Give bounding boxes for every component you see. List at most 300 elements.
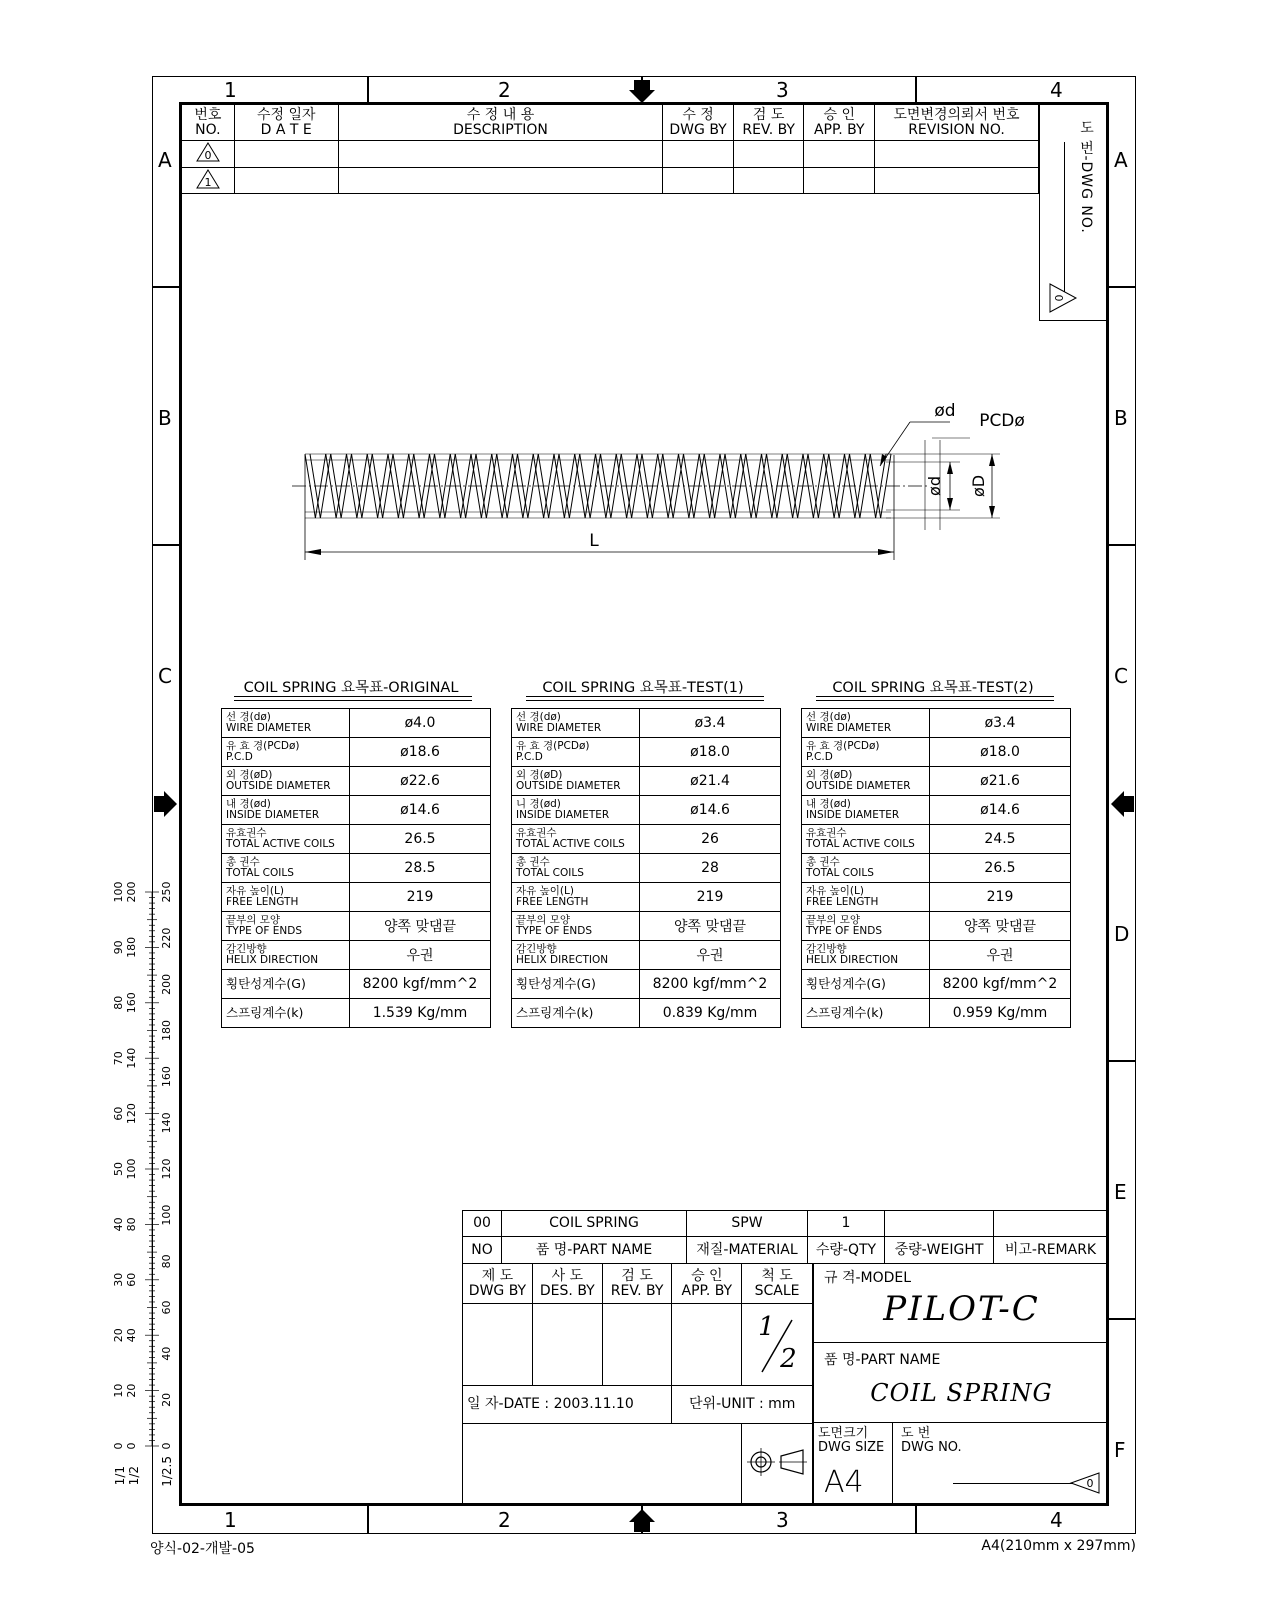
spec-label-en: P.C.D <box>806 751 833 763</box>
spec-row <box>802 912 1071 941</box>
date-field: 일 자-DATE : 2003.11.10 <box>463 1386 672 1424</box>
spec-label <box>222 970 350 999</box>
revision-triangle-icon <box>195 168 221 190</box>
spec-label-ko: 내 경(ød) <box>806 797 851 810</box>
spec-label <box>222 825 350 854</box>
ruler-label: 200 <box>160 973 173 995</box>
spec-label <box>802 709 930 738</box>
spec-label-en: FREE LENGTH <box>806 896 879 908</box>
spec-label <box>222 883 350 912</box>
title-underline <box>526 696 764 701</box>
spec-label-ko: 끝부의 모양 <box>806 913 861 926</box>
remark-value <box>994 1211 1108 1237</box>
spec-label-ko: 자유 높이(L) <box>226 884 284 897</box>
des-by-label: DES. BY <box>539 1282 595 1299</box>
spec-label <box>222 767 350 796</box>
rev-header-date-ko: 수정 일자 <box>256 106 316 123</box>
spec-label-ko: 끝부의 모양 <box>516 913 571 926</box>
zone-divider <box>1109 286 1136 288</box>
spec-label <box>802 883 930 912</box>
rev-header-no: NO. <box>195 121 221 138</box>
spec-row <box>222 941 491 970</box>
revision-table <box>181 104 1039 194</box>
spec-label-en: TYPE OF ENDS <box>806 925 883 937</box>
dwg-by-ko: 제 도 <box>481 1267 514 1284</box>
dwg-no-label: DWG NO. <box>901 1440 962 1456</box>
spec-value: 우권 <box>350 941 491 970</box>
spec-value: 0.959 Kg/mm <box>930 999 1071 1028</box>
rev-header-date: D A T E <box>260 121 312 138</box>
spec-label-ko: 자유 높이(L) <box>516 884 574 897</box>
zone-letter-right: B <box>1114 406 1128 430</box>
header-remark: 비고-REMARK <box>994 1237 1108 1264</box>
arrowhead <box>305 549 321 555</box>
spec-label <box>512 999 640 1028</box>
spec-label <box>802 999 930 1028</box>
approval-table <box>462 1263 813 1504</box>
part-name-box <box>813 1343 1108 1423</box>
spec-label-ko: 외 경(øD) <box>806 768 853 781</box>
ruler-label: 160 <box>160 1066 173 1088</box>
spec-value: ø18.0 <box>640 738 781 767</box>
spec-table-title-test1: COIL SPRING 요목표-TEST(1) <box>542 680 744 696</box>
model-label: 규 격-MODEL <box>824 1270 912 1286</box>
spec-row <box>512 709 781 738</box>
ruler-label: 180 <box>160 1020 173 1041</box>
model-value: PILOT-C <box>883 1289 1040 1329</box>
spec-label-en: FREE LENGTH <box>226 896 299 908</box>
spec-label <box>222 912 350 941</box>
paper-size: A4(210mm x 297mm) <box>981 1538 1136 1554</box>
spec-label <box>222 709 350 738</box>
spec-row <box>222 970 491 999</box>
zone-divider <box>1109 544 1136 546</box>
spec-table-title-original: COIL SPRING 요목표-ORIGINAL <box>243 680 459 696</box>
scale-ko: 척 도 <box>761 1267 793 1284</box>
ruler-label: 10 <box>112 1383 125 1398</box>
ruler-label: 100 <box>112 881 125 903</box>
ruler-label: 250 <box>160 881 173 903</box>
spec-label <box>802 854 930 883</box>
material-value: SPW <box>687 1211 808 1237</box>
zone-letter-right: C <box>1114 664 1128 688</box>
spec-label-en: WIRE DIAMETER <box>516 722 602 734</box>
spec-label-en: OUTSIDE DIAMETER <box>516 780 621 792</box>
ruler-label: 160 <box>125 992 138 1014</box>
spec-label-en: TYPE OF ENDS <box>516 925 593 937</box>
ruler-label: 40 <box>125 1328 138 1343</box>
spec-value: ø4.0 <box>350 709 491 738</box>
spec-value: ø14.6 <box>640 796 781 825</box>
arrowhead <box>947 462 953 474</box>
spec-table-test2 <box>801 708 1071 1028</box>
spec-value: 양쪽 맞댐끝 <box>640 912 781 941</box>
part-name-label: 품 명-PART NAME <box>824 1352 941 1368</box>
dwg-no-mark: 0 <box>1086 1477 1094 1490</box>
spec-label <box>512 912 640 941</box>
rev-header-revno: REVISION NO. <box>908 121 1005 138</box>
dwg-size-value: A4 <box>824 1465 864 1500</box>
spec-label-en: TOTAL ACTIVE COILS <box>806 838 915 850</box>
center-mark-right-icon <box>1110 790 1136 818</box>
spec-label-ko: 횡탄성계수(G) <box>516 976 596 992</box>
spec-row <box>802 999 1071 1028</box>
spec-row <box>512 912 781 941</box>
spec-label <box>512 767 640 796</box>
part-name-value: COIL SPRING <box>502 1211 687 1237</box>
spec-label-en: TOTAL COILS <box>806 867 874 879</box>
header-weight: 중량-WEIGHT <box>885 1237 994 1264</box>
ruler-label: 20 <box>112 1328 125 1343</box>
qty-value: 1 <box>808 1211 885 1237</box>
inner-diameter-label: ød <box>925 476 944 496</box>
spec-value: 28 <box>640 854 781 883</box>
spec-row <box>802 767 1071 796</box>
model-box <box>813 1263 1108 1343</box>
spec-value: 1.539 Kg/mm <box>350 999 491 1028</box>
rev-header-rev: REV. BY <box>742 121 795 138</box>
zone-number-top: 2 <box>498 78 511 102</box>
spec-label <box>222 854 350 883</box>
spec-label-ko: 내 경(ød) <box>226 797 271 810</box>
spec-value: 28.5 <box>350 854 491 883</box>
spec-value: 8200 kgf/mm^2 <box>350 970 491 999</box>
spec-label-ko: 총 권수 <box>226 855 260 868</box>
zone-divider <box>1109 1318 1136 1320</box>
spec-row <box>802 738 1071 767</box>
spec-value: 219 <box>350 883 491 912</box>
spec-value: ø14.6 <box>350 796 491 825</box>
ruler-label: 80 <box>112 995 125 1010</box>
rev-header-no-ko: 번호 <box>194 106 222 123</box>
ruler-label: 120 <box>125 1103 138 1125</box>
spec-row <box>802 825 1071 854</box>
spec-value: ø22.6 <box>350 767 491 796</box>
zone-divider <box>152 544 179 546</box>
revision-triangle-icon <box>195 141 221 163</box>
spec-value: ø18.0 <box>930 738 1071 767</box>
spec-label-en: HELIX DIRECTION <box>226 954 319 966</box>
spec-label-en: INSIDE DIAMETER <box>806 809 900 821</box>
spec-label-en: HELIX DIRECTION <box>806 954 899 966</box>
side-dwg-no-label: 도 번-DWG NO. <box>1078 120 1094 234</box>
spec-label-ko: 횡탄성계수(G) <box>806 976 886 992</box>
spec-table-original <box>221 708 491 1028</box>
scale-numerator: 1 <box>758 1312 775 1342</box>
ruler-label: 40 <box>112 1217 125 1232</box>
zone-number-bottom: 3 <box>776 1508 789 1532</box>
rev-header-rev-ko: 검 도 <box>752 106 785 123</box>
dwg-size-label: DWG SIZE <box>818 1440 885 1456</box>
spec-label-ko: 스프링계수(k) <box>226 1005 304 1021</box>
zone-letter-left: C <box>158 664 172 688</box>
ruler-label: 0 <box>125 1442 138 1450</box>
rev-by-label: REV. BY <box>610 1282 664 1299</box>
spec-label <box>512 941 640 970</box>
pcd-label: PCDø <box>979 411 1025 431</box>
spec-label <box>222 999 350 1028</box>
spec-label <box>222 796 350 825</box>
spec-label-ko: 끝부의 모양 <box>226 913 281 926</box>
spec-value: ø21.6 <box>930 767 1071 796</box>
spec-row <box>222 854 491 883</box>
spec-value: 219 <box>640 883 781 912</box>
spec-label-ko: 유효권수 <box>806 826 847 839</box>
spec-value: 24.5 <box>930 825 1071 854</box>
ruler-label: 60 <box>125 1272 138 1287</box>
dwg-size-ko: 도면크기 <box>818 1426 869 1441</box>
ruler-label: 0 <box>160 1442 173 1450</box>
spec-label-ko: 스프링계수(k) <box>806 1005 884 1021</box>
rev-header-app-ko: 승 인 <box>823 106 855 123</box>
ruler-label: 30 <box>112 1272 125 1287</box>
zone-number-bottom: 2 <box>498 1508 511 1532</box>
unit-field: 단위-UNIT : mm <box>672 1386 813 1424</box>
spec-row <box>802 883 1071 912</box>
spec-label-ko: 선 경(dø) <box>516 710 561 723</box>
revision-mark: 0 <box>204 149 212 162</box>
spec-row <box>222 709 491 738</box>
spec-row <box>222 912 491 941</box>
spec-label-ko: 자유 높이(L) <box>806 884 864 897</box>
ruler-label: 50 <box>112 1162 125 1176</box>
spec-label-ko: 감긴방향 <box>806 942 847 955</box>
app-by-label: APP. BY <box>681 1282 733 1299</box>
ruler-label: 140 <box>125 1047 138 1069</box>
spec-label-ko: 유 효 경(PCDø) <box>516 739 590 752</box>
zone-letter-right: E <box>1114 1180 1127 1204</box>
header-material: 재질-MATERIAL <box>687 1237 808 1264</box>
spec-value: 8200 kgf/mm^2 <box>640 970 781 999</box>
zone-divider <box>152 286 179 288</box>
spec-label <box>802 912 930 941</box>
zone-letter-left: B <box>158 406 172 430</box>
spec-label-ko: 스프링계수(k) <box>516 1005 594 1021</box>
spec-row <box>222 825 491 854</box>
spec-value: ø21.4 <box>640 767 781 796</box>
header-part-name: 품 명-PART NAME <box>502 1237 687 1264</box>
spec-label-ko: 니 경(ød) <box>516 797 561 810</box>
spec-row <box>802 709 1071 738</box>
spec-label-en: HELIX DIRECTION <box>516 954 609 966</box>
spec-label <box>802 970 930 999</box>
rev-header-dwg-ko: 수 정 <box>682 106 714 123</box>
revision-mark: 1 <box>204 175 212 189</box>
header-qty: 수량-QTY <box>808 1237 885 1264</box>
zone-number-top: 1 <box>224 78 237 102</box>
rev-by-ko: 검 도 <box>621 1267 653 1284</box>
zone-letter-right: F <box>1114 1438 1126 1462</box>
spec-value: 0.839 Kg/mm <box>640 999 781 1028</box>
spec-label-ko: 유 효 경(PCDø) <box>226 739 300 752</box>
spec-label-en: TOTAL ACTIVE COILS <box>516 838 625 850</box>
spec-row <box>512 767 781 796</box>
spec-row <box>222 883 491 912</box>
part-name-title: COIL SPRING <box>870 1379 1053 1407</box>
spec-label <box>512 825 640 854</box>
spec-row <box>222 738 491 767</box>
spec-label-en: OUTSIDE DIAMETER <box>226 780 331 792</box>
rev-header-app: APP. BY <box>813 121 865 138</box>
app-by-ko: 승 인 <box>691 1267 723 1284</box>
arrowhead <box>947 498 953 510</box>
ruler-scale-a: 1/1 <box>113 1466 127 1486</box>
spec-value: 양쪽 맞댐끝 <box>350 912 491 941</box>
spec-value: 우권 <box>640 941 781 970</box>
ruler-label: 0 <box>112 1442 125 1450</box>
spec-label-ko: 유효권수 <box>516 826 557 839</box>
zone-number-top: 3 <box>776 78 789 102</box>
ruler-label: 220 <box>160 927 173 949</box>
ruler-label: 100 <box>125 1158 138 1180</box>
spec-label <box>222 738 350 767</box>
spec-row <box>512 854 781 883</box>
third-angle-projection-icon <box>745 1442 809 1482</box>
ruler-scale-b: 1/2 <box>127 1466 141 1486</box>
spec-row <box>802 970 1071 999</box>
spec-row <box>222 796 491 825</box>
parts-list-table <box>462 1210 1108 1264</box>
spec-label <box>512 883 640 912</box>
zone-divider <box>915 1506 917 1534</box>
spec-value: 우권 <box>930 941 1071 970</box>
zone-number-top: 4 <box>1050 78 1063 102</box>
spec-row <box>222 999 491 1028</box>
spec-label <box>512 970 640 999</box>
spec-table-test1 <box>511 708 781 1028</box>
spec-label <box>222 941 350 970</box>
rev-header-revno-ko: 도면변경의뢰서 번호 <box>893 106 1020 123</box>
dwg-no-ko: 도 번 <box>901 1426 931 1441</box>
spec-label-ko: 유 효 경(PCDø) <box>806 739 880 752</box>
spec-label-en: TYPE OF ENDS <box>226 925 303 937</box>
ruler-label: 180 <box>125 936 138 958</box>
spec-label-en: WIRE DIAMETER <box>806 722 892 734</box>
dwg-by-label: DWG BY <box>468 1282 527 1299</box>
spec-value: ø18.6 <box>350 738 491 767</box>
ruler-label: 200 <box>125 881 138 903</box>
spec-label-ko: 외 경(øD) <box>226 768 273 781</box>
center-mark-top-icon <box>628 78 656 104</box>
ruler-label: 80 <box>125 1217 138 1232</box>
ruler-label: 140 <box>160 1112 173 1134</box>
zone-divider <box>915 76 917 102</box>
spec-row <box>512 738 781 767</box>
side-revision-mark: 0 <box>1052 294 1065 302</box>
ruler-label: 120 <box>160 1158 173 1180</box>
spec-value: 8200 kgf/mm^2 <box>930 970 1071 999</box>
spec-table-title-test2: COIL SPRING 요목표-TEST(2) <box>832 680 1034 696</box>
ruler-label: 80 <box>160 1254 173 1269</box>
spec-row <box>802 796 1071 825</box>
spec-label-ko: 유효권수 <box>226 826 267 839</box>
spec-label-en: WIRE DIAMETER <box>226 722 312 734</box>
zone-number-bottom: 4 <box>1050 1508 1063 1532</box>
item-number: 00 <box>463 1211 502 1237</box>
spec-row <box>802 941 1071 970</box>
weight-value <box>885 1211 994 1237</box>
spec-label-ko: 총 권수 <box>806 855 840 868</box>
side-revision-triangle-icon <box>1048 282 1078 314</box>
dwg-size-box <box>813 1423 893 1505</box>
ruler-label: 70 <box>112 1051 125 1066</box>
spec-label <box>802 941 930 970</box>
arrowhead <box>989 506 995 518</box>
spec-label-en: OUTSIDE DIAMETER <box>806 780 911 792</box>
ruler-label: 60 <box>112 1106 125 1121</box>
spec-value: 26.5 <box>930 854 1071 883</box>
zone-divider <box>367 76 369 102</box>
zone-letter-right: A <box>1114 148 1128 172</box>
spec-label-en: INSIDE DIAMETER <box>516 809 610 821</box>
spec-row <box>512 796 781 825</box>
ruler-label: 20 <box>125 1383 138 1398</box>
ruler-label: 20 <box>160 1392 173 1407</box>
spec-value: 26.5 <box>350 825 491 854</box>
spec-label-en: INSIDE DIAMETER <box>226 809 320 821</box>
rev-header-dwg: DWG BY <box>669 121 727 138</box>
spec-label <box>512 796 640 825</box>
spec-label-ko: 감긴방향 <box>516 942 557 955</box>
spec-value: 양쪽 맞댐끝 <box>930 912 1071 941</box>
spec-label <box>512 854 640 883</box>
spec-label <box>802 738 930 767</box>
spec-label-en: TOTAL COILS <box>226 867 294 879</box>
zone-number-bottom: 1 <box>224 1508 237 1532</box>
spec-row <box>512 999 781 1028</box>
spec-value: ø14.6 <box>930 796 1071 825</box>
spec-label-ko: 선 경(dø) <box>806 710 851 723</box>
title-underline <box>816 696 1054 701</box>
dwg-no-box <box>893 1423 1108 1505</box>
wire-diameter-label: ød <box>934 401 956 421</box>
spec-label-ko: 외 경(øD) <box>516 768 563 781</box>
rev-header-desc-ko: 수 정 내 용 <box>466 106 535 123</box>
dwg-no-triangle-icon <box>1069 1471 1101 1495</box>
spec-label-ko: 총 권수 <box>516 855 550 868</box>
spec-label-en: TOTAL ACTIVE COILS <box>226 838 335 850</box>
zone-divider <box>367 1506 369 1534</box>
spec-row <box>802 854 1071 883</box>
spec-value: 26 <box>640 825 781 854</box>
header-no: NO <box>463 1237 502 1264</box>
spec-label <box>802 767 930 796</box>
rev-header-desc: DESCRIPTION <box>453 121 548 138</box>
ruler-label: 60 <box>160 1300 173 1315</box>
ruler-label: 40 <box>160 1346 173 1361</box>
spec-label <box>512 738 640 767</box>
ruler-label: 90 <box>112 940 125 955</box>
arrowhead <box>878 549 894 555</box>
zone-letter-right: D <box>1114 922 1130 946</box>
form-code: 양식-02-개발-05 <box>150 1541 255 1557</box>
spec-label-ko: 감긴방향 <box>226 942 267 955</box>
scale-label: SCALE <box>754 1282 800 1299</box>
title-underline <box>234 696 472 701</box>
arrowhead <box>989 454 995 466</box>
ruler-scale-c: 1/2.5 <box>160 1456 174 1487</box>
spec-row <box>512 883 781 912</box>
center-mark-bottom-icon <box>628 1508 656 1534</box>
spec-label-en: TOTAL COILS <box>516 867 584 879</box>
spec-label-ko: 선 경(dø) <box>226 710 271 723</box>
zone-divider <box>1109 1060 1136 1062</box>
side-dwg-no-line <box>1064 142 1065 292</box>
spec-label-en: P.C.D <box>516 751 543 763</box>
outer-diameter-label: øD <box>969 474 988 498</box>
scale-denominator: 2 <box>780 1344 797 1374</box>
spec-row <box>512 825 781 854</box>
